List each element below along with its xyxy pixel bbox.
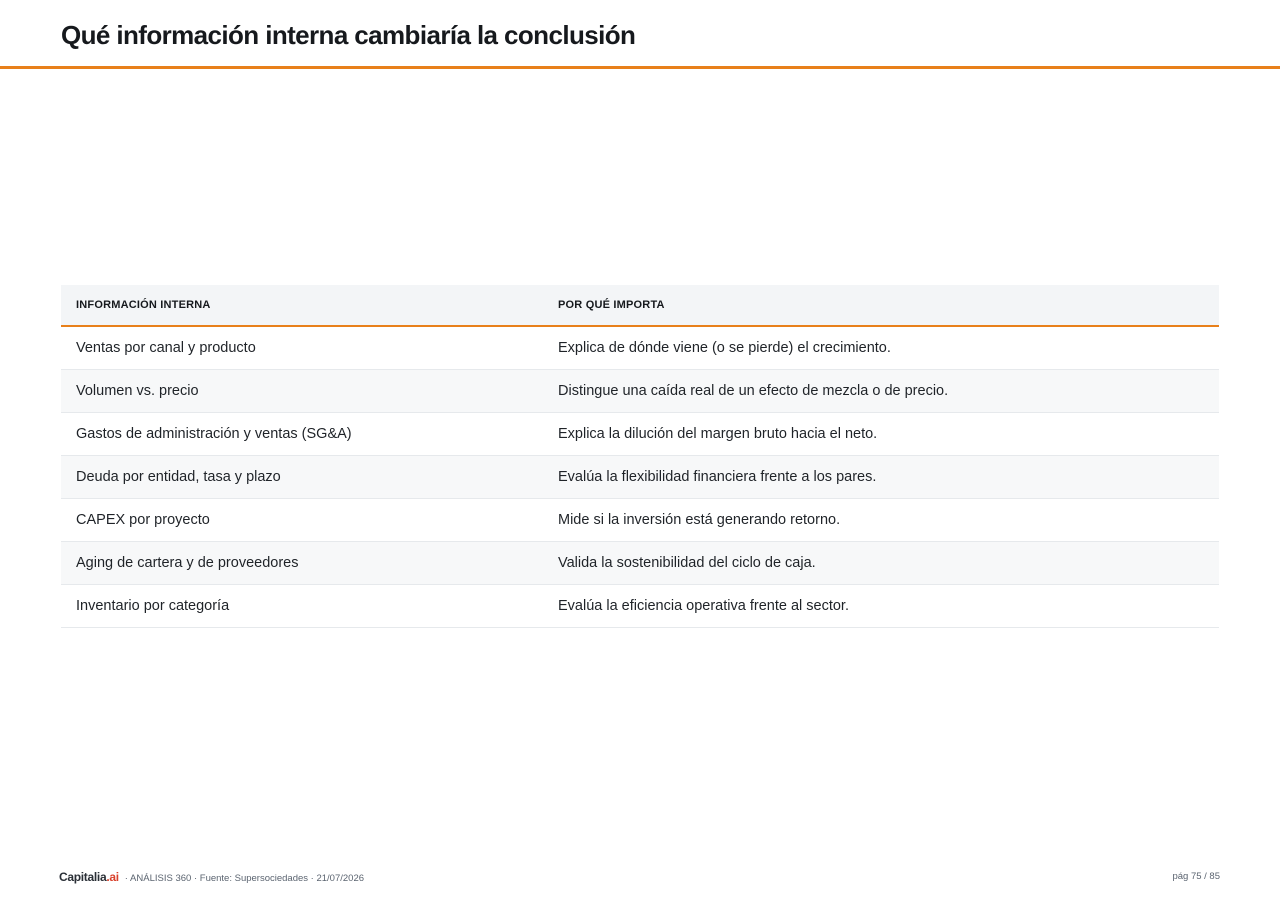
brand-logo bbox=[59, 870, 119, 884]
page-header bbox=[0, 0, 1280, 69]
cell-informacion: Ventas por canal y producto bbox=[61, 326, 543, 370]
table-row bbox=[61, 585, 1219, 628]
cell-informacion: Aging de cartera y de proveedores bbox=[61, 542, 543, 585]
table-header-row bbox=[61, 285, 1219, 326]
cell-por-que-importa: Evalúa la flexibilidad financiera frente a los pares. bbox=[543, 456, 1219, 499]
page-title: Qué información interna cambiaría la conclusión bbox=[61, 20, 636, 50]
column-header-informacion-interna: INFORMACIÓN INTERNA bbox=[61, 285, 543, 326]
cell-informacion: Gastos de administración y ventas (SG&A) bbox=[61, 413, 543, 456]
cell-por-que-importa: Distingue una caída real de un efecto de mezcla o de precio. bbox=[543, 370, 1219, 413]
table-row bbox=[61, 456, 1219, 499]
column-header-por-que-importa: POR QUÉ IMPORTA bbox=[543, 285, 1219, 326]
cell-informacion: CAPEX por proyecto bbox=[61, 499, 543, 542]
table-row bbox=[61, 542, 1219, 585]
table-row bbox=[61, 499, 1219, 542]
cell-por-que-importa: Explica de dónde viene (o se pierde) el crecimiento. bbox=[543, 326, 1219, 370]
cell-informacion: Volumen vs. precio bbox=[61, 370, 543, 413]
page-number: pág 75 / 85 bbox=[1172, 871, 1220, 882]
table-row bbox=[61, 326, 1219, 370]
cell-por-que-importa: Mide si la inversión está generando retorno. bbox=[543, 499, 1219, 542]
table-row bbox=[61, 370, 1219, 413]
brand-name: Capitalia bbox=[59, 870, 107, 884]
brand-suffix: .ai bbox=[106, 870, 119, 884]
footer-meta: · ANÁLISIS 360 · Fuente: Supersociedades · 21/07/2026 bbox=[124, 873, 365, 884]
page-footer bbox=[59, 868, 1220, 888]
cell-por-que-importa: Explica la dilución del margen bruto hacia el neto. bbox=[543, 413, 1219, 456]
info-table-container bbox=[61, 285, 1219, 628]
table-row bbox=[61, 413, 1219, 456]
cell-por-que-importa: Evalúa la eficiencia operativa frente al sector. bbox=[543, 585, 1219, 628]
cell-por-que-importa: Valida la sostenibilidad del ciclo de caja. bbox=[543, 542, 1219, 585]
cell-informacion: Inventario por categoría bbox=[61, 585, 543, 628]
footer-left bbox=[59, 868, 364, 888]
cell-informacion: Deuda por entidad, tasa y plazo bbox=[61, 456, 543, 499]
info-table bbox=[61, 285, 1219, 628]
